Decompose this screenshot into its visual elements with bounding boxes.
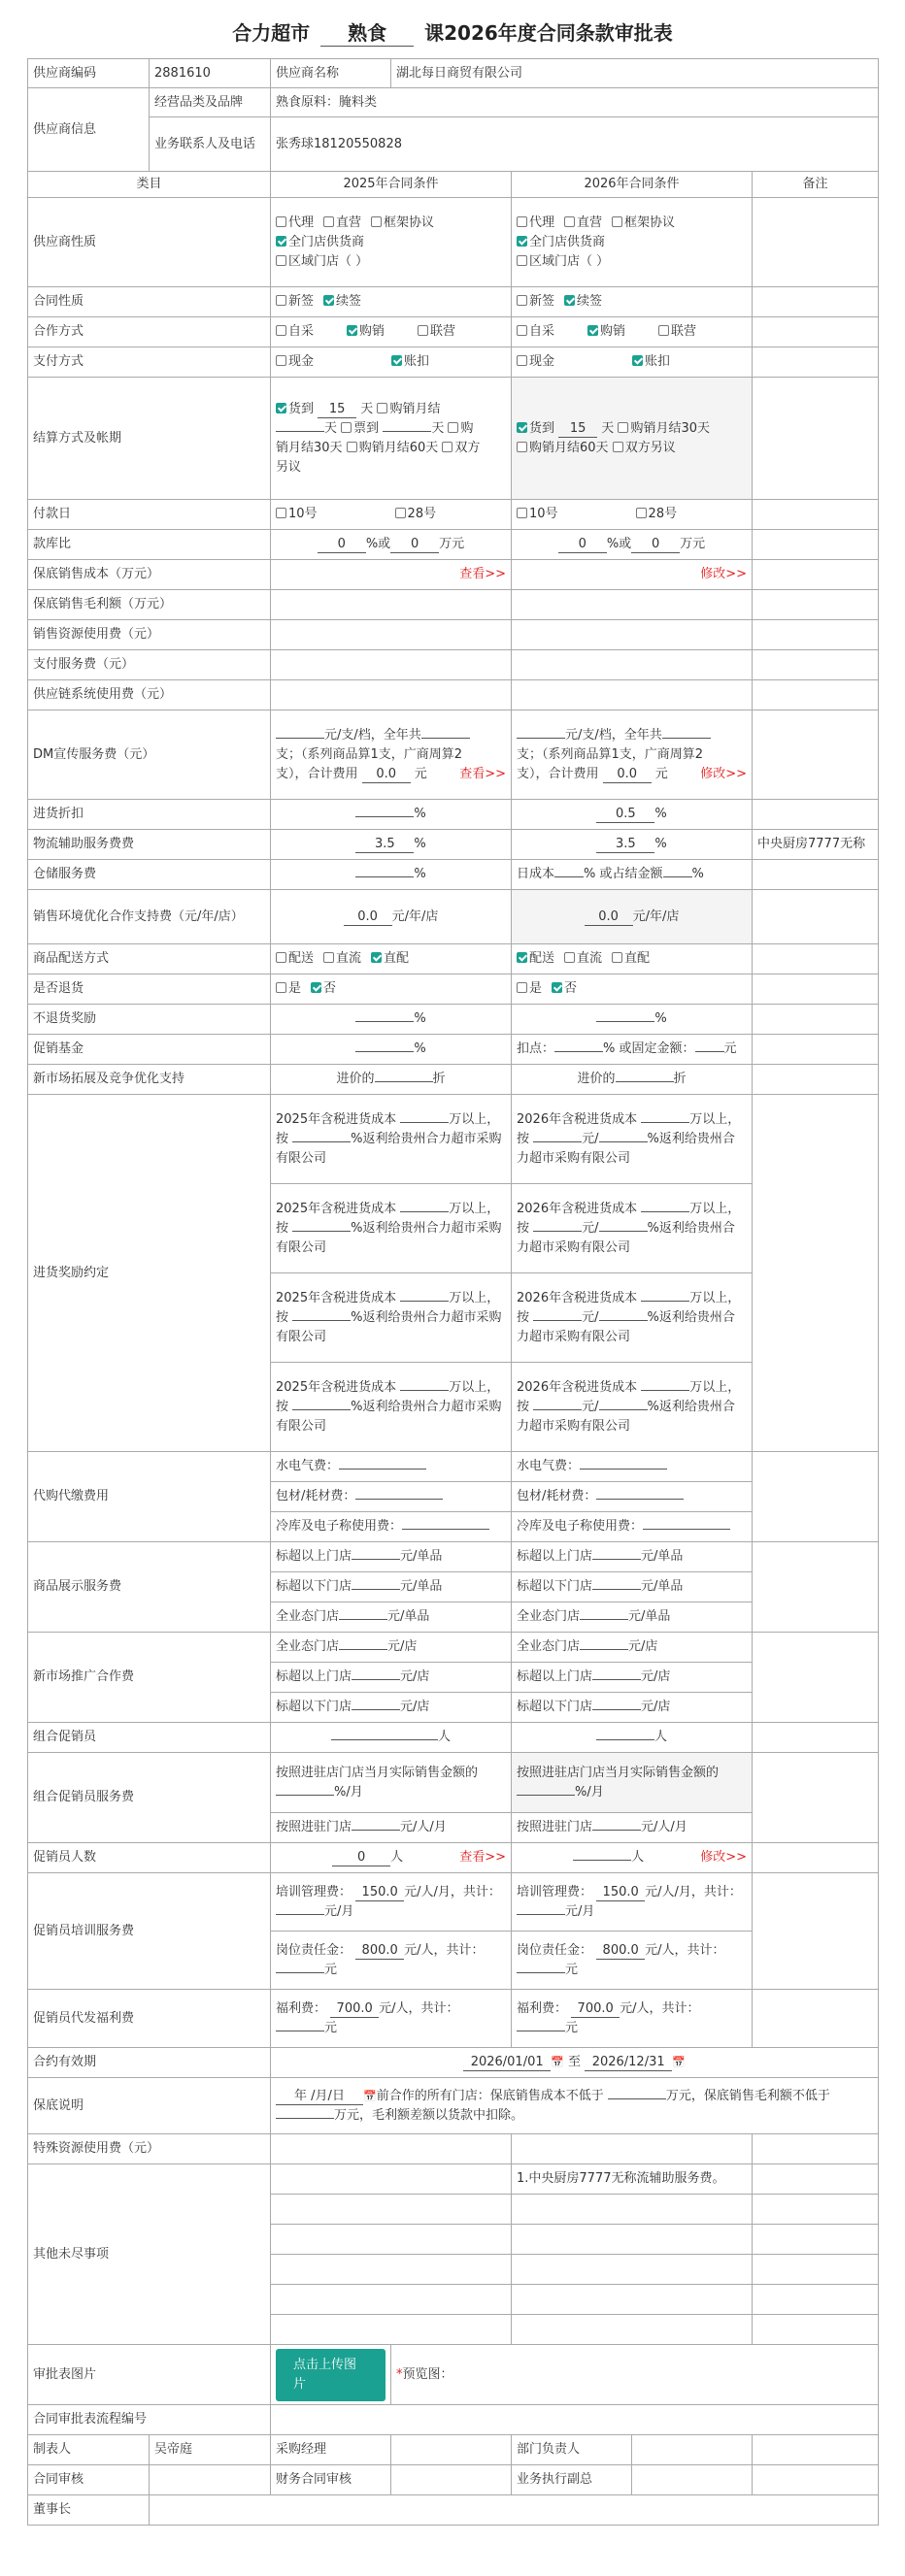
checkbox-checked[interactable]: [323, 295, 334, 306]
checkbox[interactable]: [418, 325, 428, 336]
supplier-contact: 张秀球18120550828: [271, 117, 879, 172]
checkbox[interactable]: [517, 255, 527, 266]
guarantee-date-input[interactable]: 年 /月/日: [276, 2089, 363, 2105]
start-date-input[interactable]: 2026/01/01: [463, 2055, 551, 2071]
edit-link[interactable]: 修改>>: [700, 766, 747, 781]
checkbox-checked[interactable]: [517, 952, 527, 963]
supplier-code: 2881610: [150, 59, 271, 88]
calendar-icon: 📅: [672, 2056, 686, 2068]
checkbox[interactable]: [276, 355, 286, 366]
checkbox-checked[interactable]: [276, 236, 286, 247]
view-link[interactable]: 查看>>: [459, 567, 506, 581]
checkbox[interactable]: [517, 216, 527, 227]
checkbox[interactable]: [658, 325, 669, 336]
checkbox-checked[interactable]: [371, 952, 382, 963]
checkbox-checked[interactable]: [311, 982, 321, 993]
checkbox-checked[interactable]: [347, 325, 357, 336]
page-title: 合力超市 熟食 课2026年度合同条款审批表: [0, 17, 905, 47]
end-date-input[interactable]: 2026/12/31: [585, 2055, 672, 2071]
checkbox[interactable]: [276, 255, 286, 266]
checkbox[interactable]: [612, 216, 622, 227]
checkbox[interactable]: [517, 325, 527, 336]
checkbox-checked[interactable]: [552, 982, 562, 993]
nature-2025: 代理 直营 框架协议 全门店供货商 区域门店（ ）: [271, 198, 512, 287]
checkbox[interactable]: [517, 355, 527, 366]
checkbox-checked[interactable]: [564, 295, 575, 306]
settle-2025: 货到 15 天 购销月结 天 票到 天 购 销月结30天 购销月结60天 双方 另议: [271, 378, 512, 500]
checkbox[interactable]: [371, 216, 382, 227]
checkbox[interactable]: [564, 216, 575, 227]
checkbox-checked[interactable]: [276, 403, 286, 413]
supplier-brand: 熟食原料：腌料类: [271, 88, 879, 117]
checkbox[interactable]: [276, 295, 286, 306]
logistics-note: 中央厨房7777无称: [753, 830, 879, 860]
category-field[interactable]: 熟食: [320, 17, 414, 47]
edit-link[interactable]: 修改>>: [700, 1850, 747, 1865]
upload-image-button[interactable]: 点击上传图片: [276, 2349, 385, 2401]
view-link[interactable]: 查看>>: [459, 766, 506, 781]
contract-table: 供应商编码 2881610 供应商名称 湖北每日商贸有限公司 供应商信息 经营品类及品牌 熟食原料：腌料类 业务联系人及电话 张秀球18120550828 类目 2025年合同条件 2026年合同条件 备注 供应商性质 代理 直营 框架协议 全门店供货商 区域门店（ ） 代理 直营 框架协议 全门店供货商 区域门店（ ） 合同性质 新签 续签 新签 续签 合作方式 自采 购销 联营 自采 购销 联营 支付方式 现金 账扣 现金 账扣 结算方式及帐期 货到 15 天 购销月结 天 票到 天 购 销月结30天 购销月结60天 双方 另议 货到 15 天 购销月结30天 购销月结60天 双方另议 付款日 10号 28号 10号 28号 款库比 0 %或 0 万元 0 %或 0 万元 保底销售成本（万元） 查看>> 修改>> 保底销售毛利额（万元） 销售资源使用费（元） 支付服务费（元） 供应链系统使用费（元） DM宣传服务费（元） 元/支/档，全年共 支；（系列商品算1支，广商周算2 支），合计费用 0.0 元 查看>> 元/支/档，全年共 支；（系列商品算1支，广商周算2 支），合计费用 0.0 元 修改>> 进货折扣 % 0.5 % 物流辅助服务费费 3.5 % 3.5 % 中央厨房7777无称 仓储服务费 % 日成本 % 或占结金额 % 销售环境优化合作支持费（元/年/店） 0.0 元/年/店 0.0 元/年/店 商品配送方式 配送 直流 直配 配送 直流 直配 是否退货 是 否 是 否 不退货奖励 % % 促销基金 % 扣点： % 或固定金额： 元 新市场拓展及竞争优化支持 进价的 折 进价的 折 进货奖励约定 2025年含税进货成本 万以上，按 %返利给贵州合力超市采购有限公司 2026年含税进货成本 万以上，按 元/ %返利给贵州合力超市采购有限公司 2025年含税进货成本 万以上，按 %返利给贵州合力超市采购有限公司 2026年含税进货成本 万以上，按 元/ %返利给贵州合力超市采购有限公司 2025年含税进货成本 万以上，按 %返利给贵州合力超市采购有限公司 2026年含税进货成本 万以上，按 元/ %返利给贵州合力超市采购有限公司 2025年含税进货成本 万以上，按 %返利给贵州合力超市采购有限公司 2026年含税进货成本 万以上，按 元/ %返利给贵州合力超市采购有限公司 代购代缴费用 水电气费： 水电气费： 包材/耗材费： 包材/耗材费： 冷库及电子称使用费： 冷库及电子称使用费： 商品展示服务费 标超以上门店 元/单品 标超以上门店 元/单品 标超以下门店 元/单品 标超以下门店 元/单品 全业态门店 元/单品 全业态门店 元/单品 新市场推广合作费 全业态门店 元/店 全业态门店 元/店 标超以上门店 元/店 标超以上门店 元/店 标超以下门店 元/店 标超以下门店 元/店 组合促销员 人 人 组合促销员服务费 按照进驻店门店当月实际销售金额的 %/月 按照进驻店门店当月实际销售金额的 %/月 按照进驻门店 元/人/月 按照进驻门店 元/人/月 促销员人数 0 人 查看>> 人 修改>> 促销员培训服务费 培训管理费： 150.0 元/人/月，共计： 元/月 培训管理费： 150.0 元/人/月，共计： 元/月 岗位责任金： 800.0 元/人，共计： 元 岗位责任金： 800.0 元/人，共计： 元 促销员代发福利费 福利费： 700.0 元/人，共计： 元 福利费： 700.0 元/人，共计： 元 合约有效期 2026/01/01 📅 至 2026/12/31 📅 保底说明 年 /月/日 📅前合作的所有门店：保底销售成本不低于 万元，保底销售毛利额不低于 万元，毛利额差额以货款中扣除。 特殊资源使用费（元） 其他未尽事项 1.中央厨房7777无称流辅助服务费。 审批表图片 点击上传图片 *预览图： 合同审批表流程编号 制表人 吴帝庭 采购经理 部门负责人 合同审核 财务合同审核 业务执行副总 董事长: [27, 58, 879, 2526]
nature-2026: 代理 直营 框架协议 全门店供货商 区域门店（ ）: [512, 198, 753, 287]
checkbox[interactable]: [323, 216, 334, 227]
checkbox-checked[interactable]: [517, 236, 527, 247]
checkbox[interactable]: [517, 295, 527, 306]
supplier-name: 湖北每日商贸有限公司: [391, 59, 879, 88]
checkbox[interactable]: [276, 325, 286, 336]
checkbox-checked[interactable]: [632, 355, 643, 366]
checkbox[interactable]: [276, 216, 286, 227]
view-link[interactable]: 查看>>: [459, 1850, 506, 1865]
edit-link[interactable]: 修改>>: [700, 567, 747, 581]
checkbox-checked[interactable]: [587, 325, 598, 336]
calendar-icon: 📅: [551, 2056, 564, 2068]
calendar-icon: 📅: [363, 2089, 377, 2102]
checkbox-checked[interactable]: [391, 355, 402, 366]
checkbox-checked[interactable]: [517, 422, 527, 433]
other-line: 1.中央厨房7777无称流辅助服务费。: [512, 2164, 753, 2195]
maker-name: 吴帝庭: [150, 2435, 271, 2465]
settle-2026: 货到 15 天 购销月结30天 购销月结60天 双方另议: [512, 378, 753, 500]
